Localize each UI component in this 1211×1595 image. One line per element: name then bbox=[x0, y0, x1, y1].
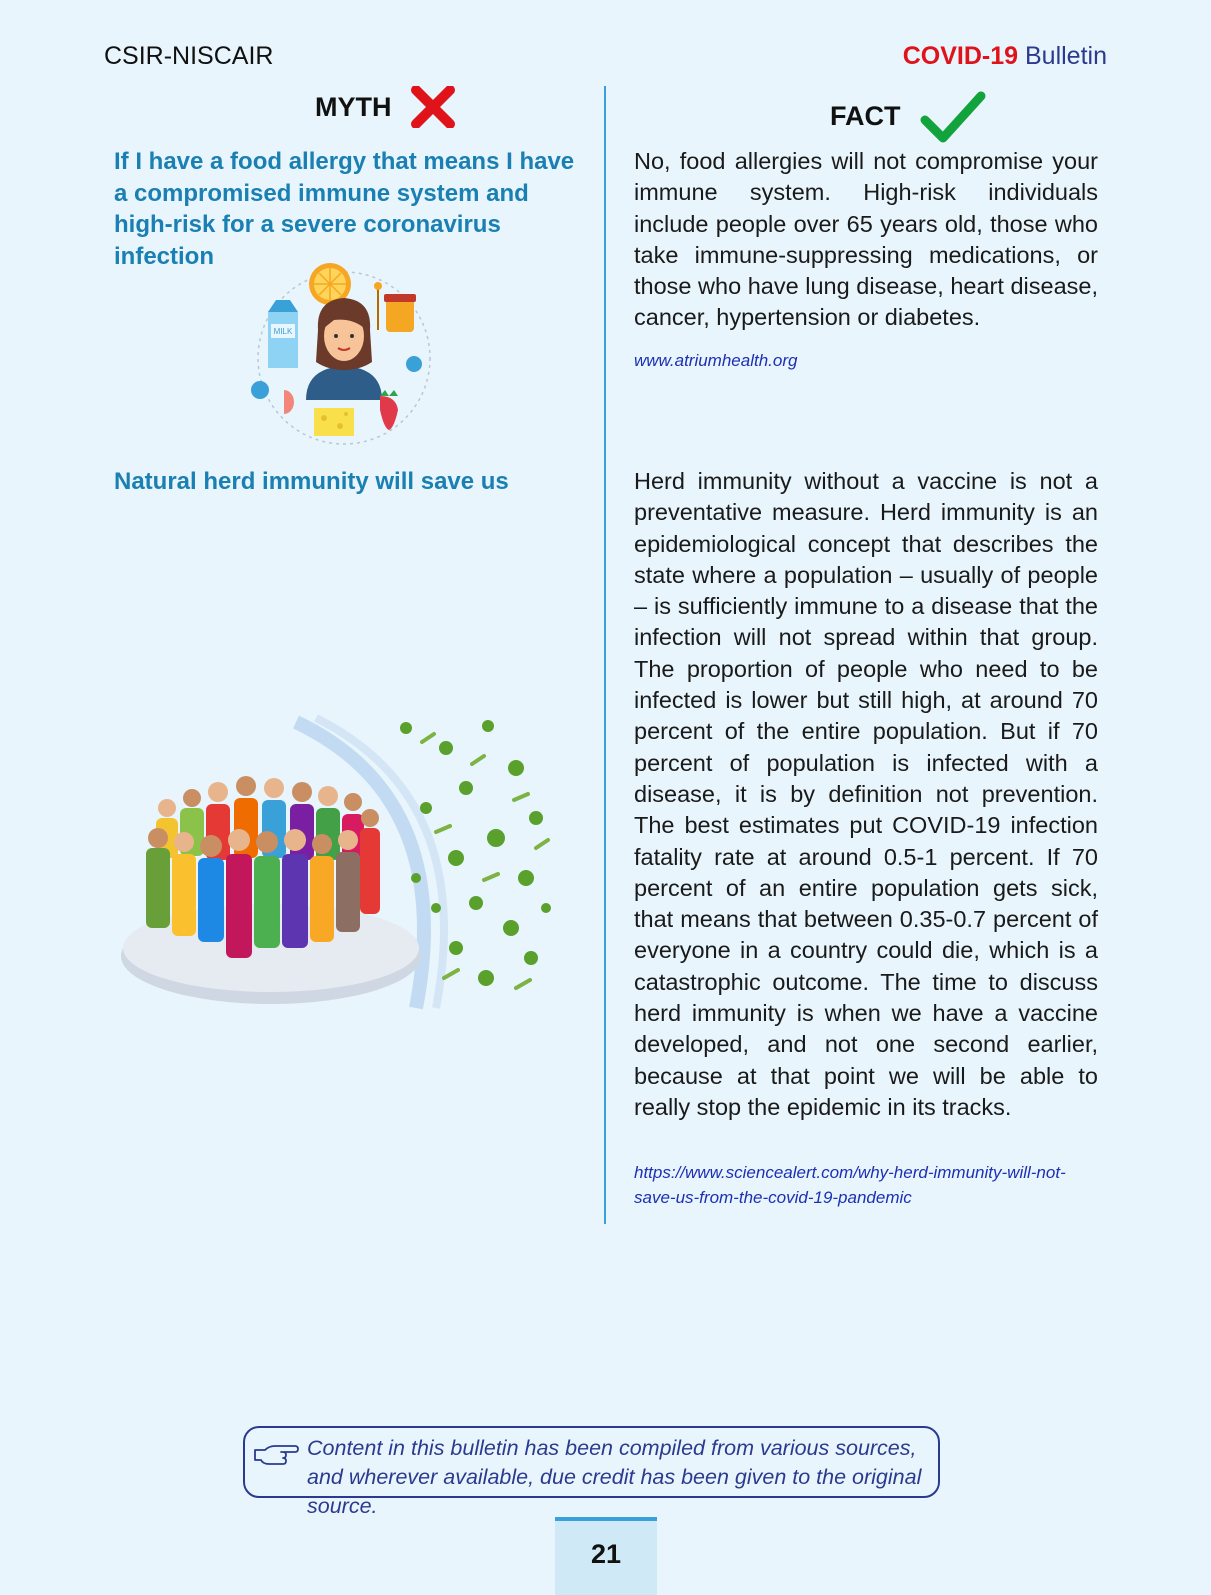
check-icon bbox=[919, 90, 987, 146]
cross-icon bbox=[410, 86, 456, 128]
bulletin-title bbox=[903, 42, 1107, 71]
herd-immunity-illustration bbox=[116, 708, 556, 1013]
bulletin-title-bulletin: Bulletin bbox=[1025, 42, 1107, 70]
fact-heading bbox=[830, 86, 987, 146]
food-allergy-illustration bbox=[244, 250, 444, 450]
myth-label: MYTH bbox=[315, 91, 392, 122]
pointing-hand-icon bbox=[253, 1438, 299, 1468]
disclaimer-note bbox=[243, 1426, 940, 1518]
disclaimer-text: Content in this bulletin has been compiled from various sources, and wherever available, due credit has been given to the original source. bbox=[307, 1436, 922, 1518]
myth-statement-1: If I have a food allergy that means I have a compromised immune system and high-risk for a severe coronavirus infection bbox=[114, 148, 575, 270]
publisher-name: CSIR-NISCAIR bbox=[104, 42, 274, 70]
source-link-1[interactable]: www.atriumhealth.org bbox=[634, 351, 798, 370]
bulletin-title-covid: COVID-19 bbox=[902, 42, 1019, 70]
milk-label: MILK bbox=[273, 327, 293, 336]
fact-label: FACT bbox=[830, 100, 901, 131]
column-divider bbox=[604, 86, 606, 1224]
myth-heading bbox=[315, 86, 456, 128]
page-number: 21 bbox=[590, 1539, 622, 1569]
page-number-box bbox=[555, 1517, 657, 1595]
myth-statement-2: Natural herd immunity will save us bbox=[114, 468, 509, 495]
fact-statement-2: Herd immunity without a vaccine is not a preventative measure. Herd immunity is an epidemiological concept that describes the state where a population – usually of people – is sufficiently immune to a disease that the infection will not spread within that group. The proportion of people who need to be infected is lower but still high, at around 70 percent of the entire population. But if 70 percent of population is infected with a disease, it is by definition not prevention. The best estimates put COVID-19 infection fatality rate at around 0.5-1 percent. If 70 percent of an entire population gets sick, that means that between 0.35-0.7 percent of everyone in a country could die, which is a catastrophic outcome. The time to discuss herd immunity is when we have a vaccine developed, and not one second earlier, because at that point we will be able to really stop the epidemic in its tracks. bbox=[634, 468, 1098, 1120]
fact-statement-1: No, food allergies will not compromise your immune system. High-risk individuals include people over 65 years old, those who take immune-suppressing medications, or those who have lung disease, heart disease, cancer, hypertension or diabetes. bbox=[634, 148, 1098, 331]
source-link-2[interactable]: https://www.sciencealert.com/why-herd-immunity-will-not-save-us-from-the-covid-19-pandemic bbox=[634, 1163, 1066, 1207]
